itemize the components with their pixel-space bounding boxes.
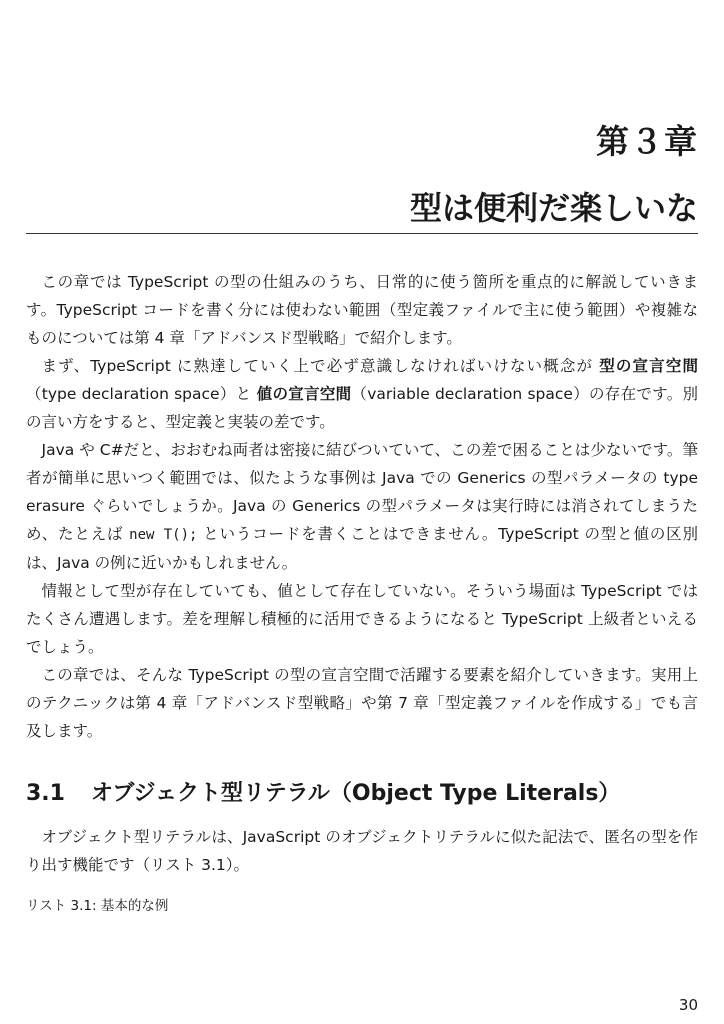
- listing-caption: リスト 3.1: 基本的な例: [26, 898, 169, 914]
- section-number: 3.1: [26, 781, 65, 806]
- paragraph-4: 情報として型が存在していても、値として存在していない。そういう場面は TypeScript ではたくさん遭遇します。差を理解し積極的に活用できるようになると TypeScript 上級者といえるでしょう。: [26, 582, 698, 656]
- paragraph-5: この章では、そんな TypeScript の型の宣言空間で活躍する要素を紹介していきます。実用上のテクニックは第 4 章「アドバンスド型戦略」や第 7 章「型定義ファイルを作成する」でも言及します。: [26, 666, 698, 740]
- paragraph-1: この章では TypeScript の型の仕組みのうち、日常的に使う箇所を重点的に解説していきます。TypeScript コードを書く分には使わない範囲（型定義ファイルで主に使う範囲）や複雑なものについては第 4 章「アドバンスド型戦略」で紹介します。: [26, 273, 699, 347]
- section-heading: [26, 776, 620, 807]
- paragraph-3-text-b: というコードを書くことはできません。TypeScript の型と値の区別は、Java の例に近いかもしれません。: [26, 525, 698, 572]
- section-body: [26, 823, 698, 879]
- chapter-divider: [26, 233, 698, 234]
- term-type-declaration-space: 型の宣言空間: [599, 357, 698, 375]
- chapter-number: 第３章: [596, 122, 698, 161]
- page-number: 30: [678, 996, 698, 1014]
- paragraph-2-text-a: まず、TypeScript に熟達していく上で必ず意識しなければいけない概念が: [41, 357, 600, 375]
- paragraph-3: [26, 436, 698, 577]
- paragraph-2-text-c: （type declaration space）と: [26, 385, 257, 403]
- paragraph-2-text-e: （variable declaration space）の存在です。別の言い方をすると、型定義と実装の差です。: [26, 385, 698, 431]
- inline-code: new T();: [129, 527, 198, 543]
- term-value-declaration-space: 値の宣言空間: [256, 385, 352, 403]
- chapter-title: 型は便利だ楽しいな: [409, 189, 698, 227]
- chapter-intro: [26, 268, 698, 745]
- section-paragraph: オブジェクト型リテラルは、JavaScript のオブジェクトリテラルに似た記法で、匿名の型を作り出す機能です（リスト 3.1）。: [26, 828, 698, 874]
- paragraph-3-text-a: Java や C#だと、おおむね両者は密接に結びついていて、この差で困ることは少ないです。筆者が簡単に思いつく範囲では、似たような事例は Java での Generics の型パラメータの type erasure ぐらいでしょうか。Java の Generics の型パラメータは実行時には消されてしまうため、たとえば: [26, 441, 698, 543]
- paragraph-2: [26, 352, 698, 436]
- section-title: オブジェクト型リテラル（Object Type Literals）: [90, 781, 621, 806]
